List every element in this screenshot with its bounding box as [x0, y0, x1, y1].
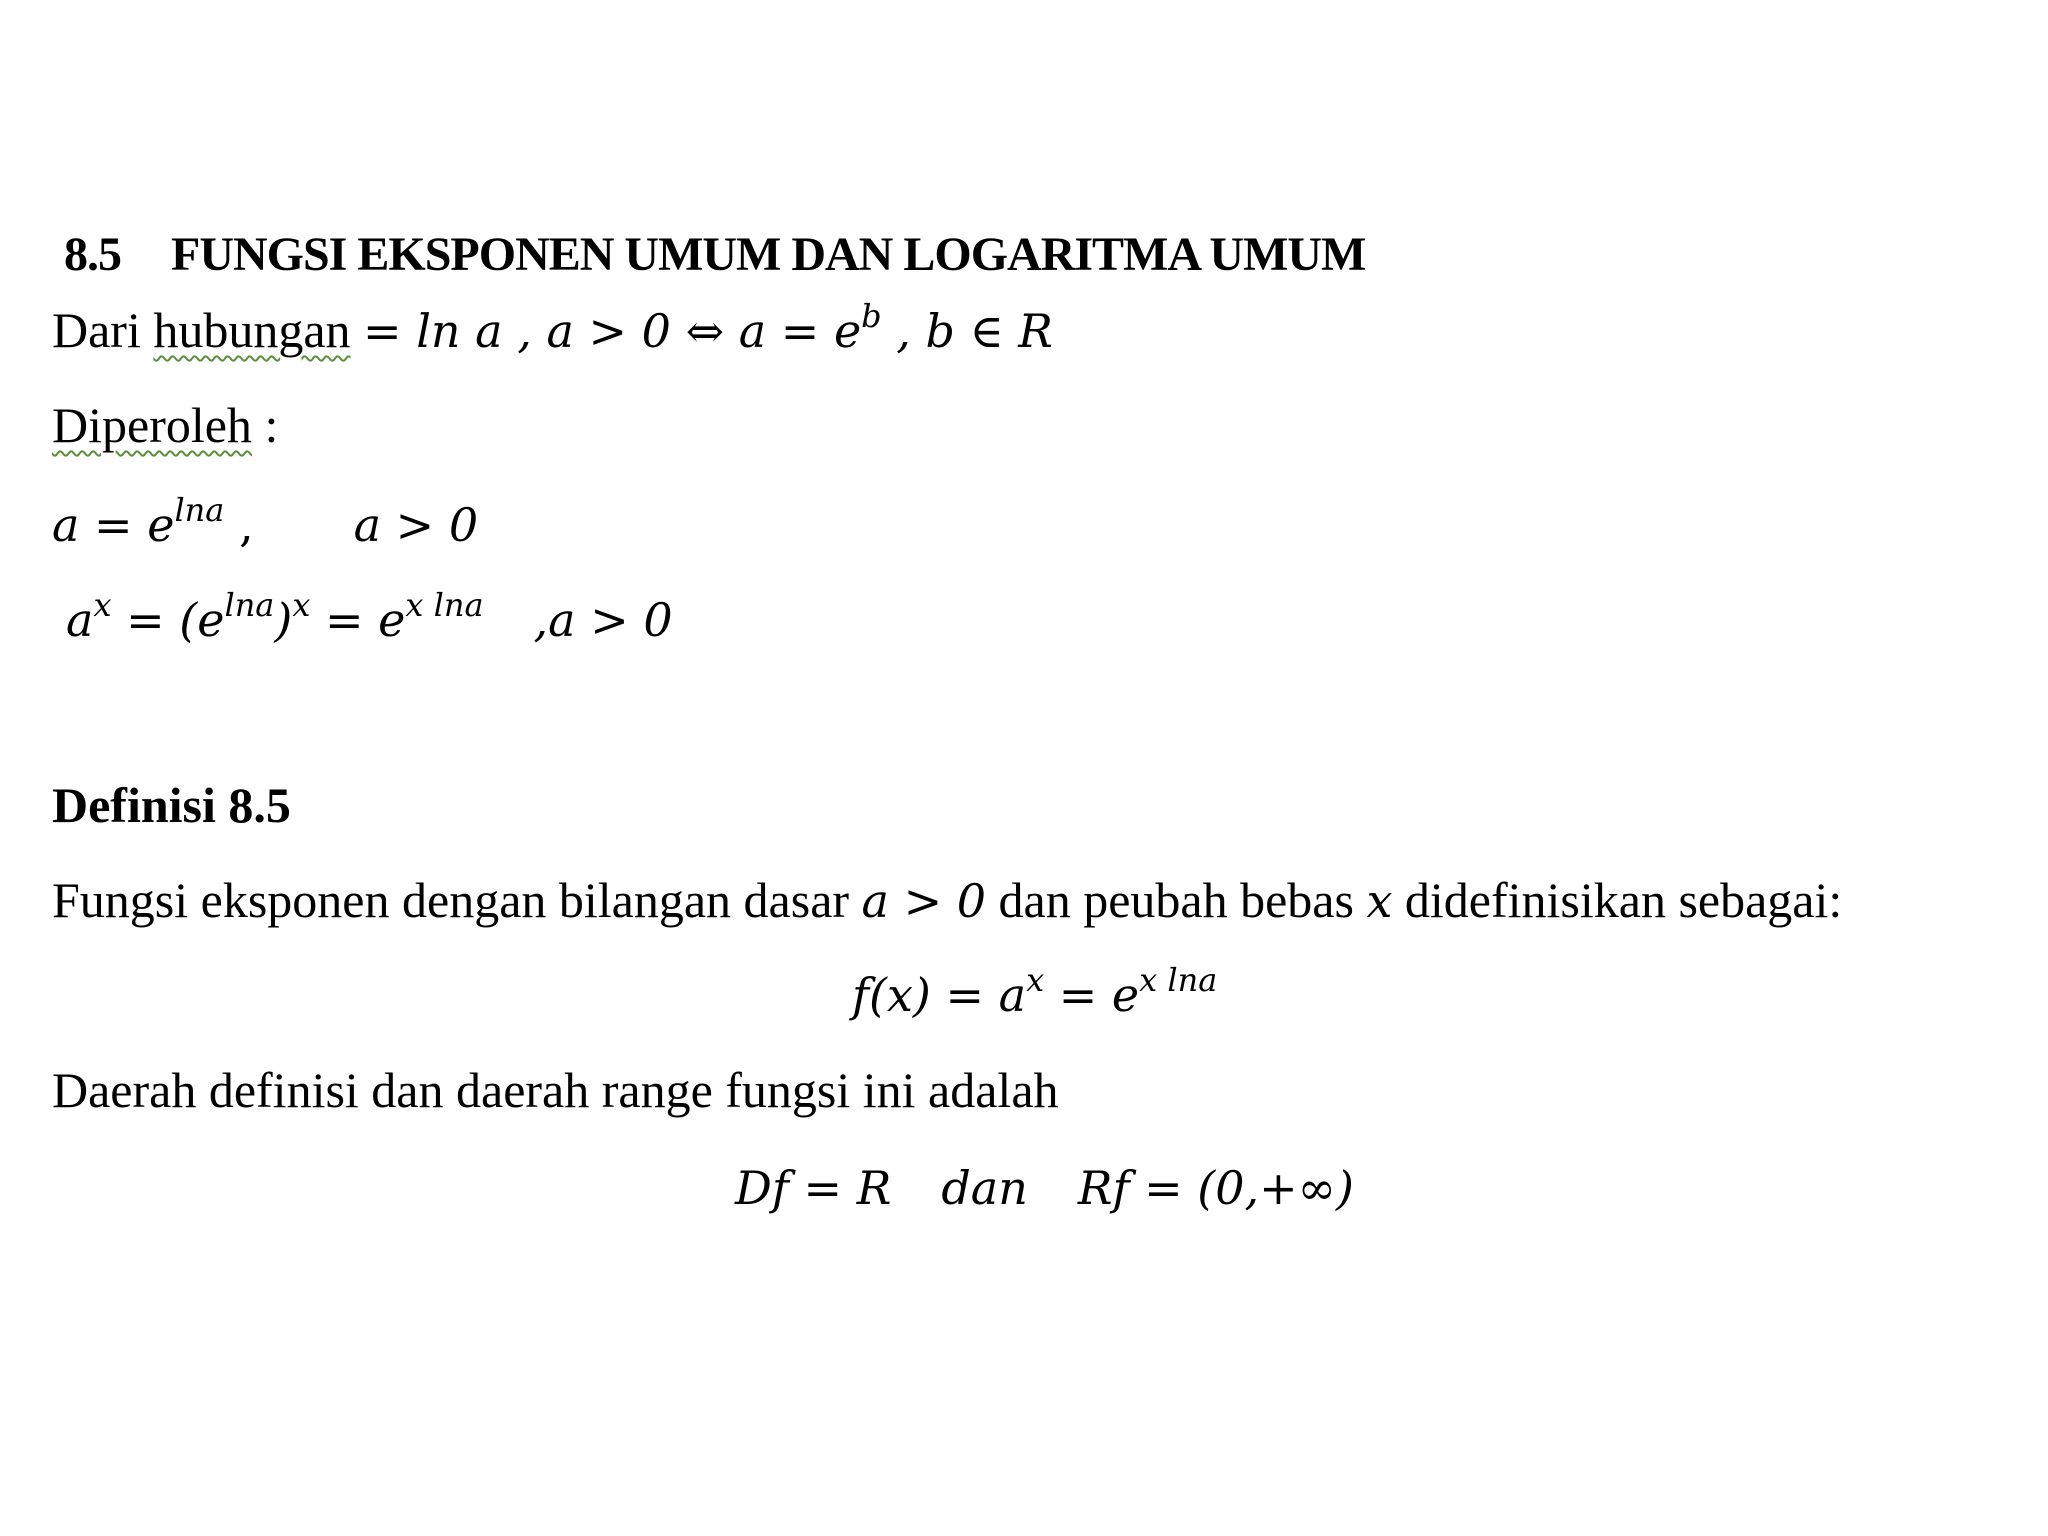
eq2-close: ): [274, 593, 293, 647]
definition-var: x: [1366, 874, 1393, 928]
definition-formula-eq: = e: [1044, 968, 1140, 1022]
definition-formula-sup2: x lna: [1139, 961, 1218, 999]
eq1-sup: lna: [174, 491, 225, 529]
eq2-tail: ,a > 0: [533, 593, 673, 647]
domain-dan: dan: [941, 1161, 1028, 1215]
domain-formula: Df = R: [735, 1161, 892, 1215]
equation-1: [52, 491, 479, 560]
definition-text-mid: dan peubah bebas: [986, 872, 1367, 928]
equation-2: [66, 586, 673, 655]
section-title: FUNGSI EKSPONEN UMUM DAN LOGARITMA UMUM: [171, 228, 1366, 281]
eq2-a-sup: x: [93, 586, 112, 624]
intro-prefix: Dari: [52, 302, 141, 358]
domain-range-formula: [735, 1158, 1354, 1218]
definition-formula-sup1: x: [1026, 961, 1045, 999]
eq1-right: a > 0: [353, 498, 479, 552]
section-number: 8.5: [64, 228, 121, 281]
definition-formula-left: f(x) = a: [852, 968, 1027, 1022]
domain-range-text: Daerah definisi dan daerah range fungsi ini adalah: [52, 1062, 1059, 1118]
definition-text-before: Fungsi eksponen dengan bilangan dasar: [52, 872, 862, 928]
intro-line: [52, 297, 1053, 366]
definition-title: Definisi 8.5: [52, 777, 291, 833]
eq2-a: a: [66, 593, 94, 647]
definition-formula: [852, 961, 1218, 1030]
section-heading: [64, 225, 1365, 285]
intro-formula-sup: b: [861, 297, 882, 335]
intro-squiggle-word: hubungan: [153, 302, 351, 358]
definition-text: [52, 870, 1842, 931]
range-formula: Rf = (0,+∞): [1077, 1161, 1354, 1215]
diperoleh-label: Diperoleh: [52, 397, 252, 453]
eq1-comma: ,: [224, 498, 254, 552]
eq1-left: a = e: [52, 498, 175, 552]
intro-formula: [363, 297, 1053, 358]
eq2-exp: x lna: [405, 586, 484, 624]
eq2-paren-sup: lna: [224, 586, 275, 624]
eq2-mid: = (e: [111, 593, 225, 647]
intro-formula-main: = ln a , a > 0 ⇔ a = e: [363, 304, 862, 358]
eq2-close-sup: x: [292, 586, 311, 624]
intro-formula-tail: , b ∈ R: [881, 304, 1053, 358]
eq2-eq: = e: [310, 593, 406, 647]
diperoleh-line: [52, 395, 278, 455]
definition-cond: a > 0: [861, 874, 987, 928]
definition-text-after: didefinisikan sebagai:: [1392, 872, 1843, 928]
diperoleh-colon: :: [251, 397, 279, 453]
